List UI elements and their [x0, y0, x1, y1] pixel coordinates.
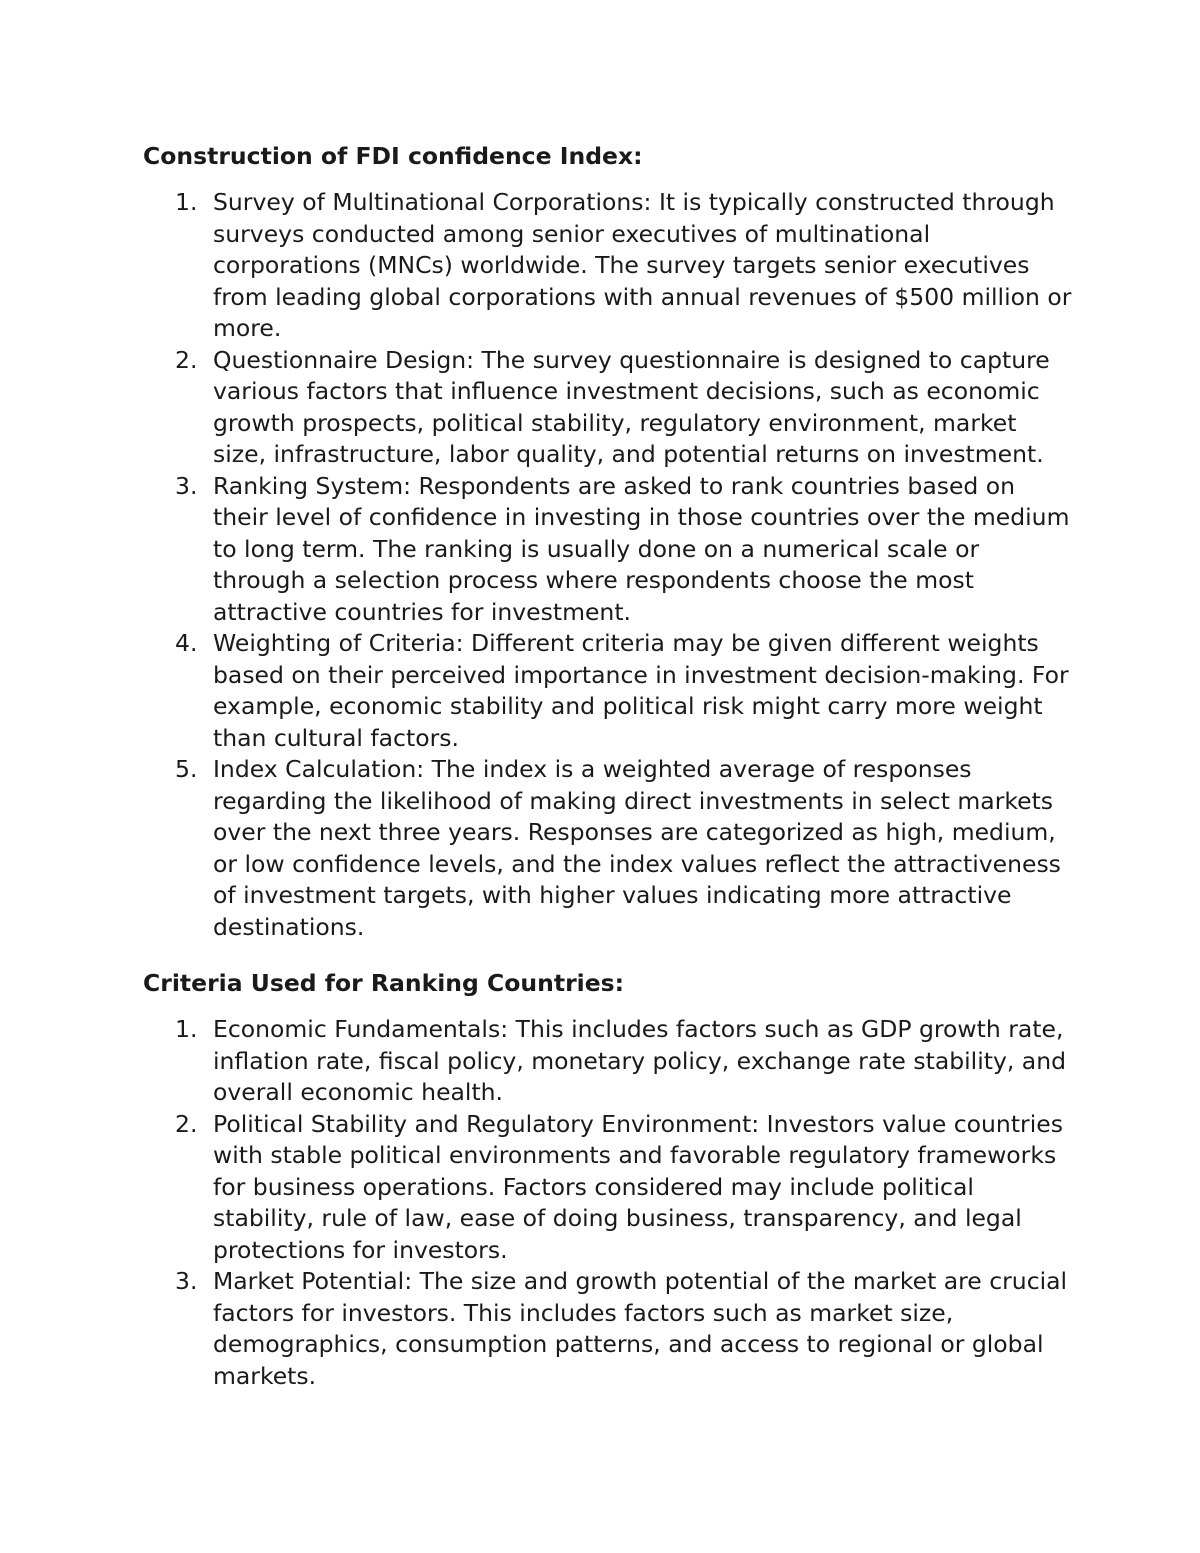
numbered-list [143, 187, 1073, 943]
list-number: 4. [175, 629, 198, 657]
list-text: Market Potential: The size and growth potential of the market are crucial factors for investors. This includes factors such as market size, demographics, consumption patterns, and access to regional or global markets. [213, 1267, 1068, 1390]
numbered-list [143, 1014, 1073, 1392]
list-number: 2. [175, 345, 198, 374]
list-text: Economic Fundamentals: This includes factors such as GDP growth rate, inflation rate, fiscal policy, monetary policy, exchange rate stability, and overall economic health. [213, 1015, 1066, 1106]
list-item [143, 1266, 1073, 1392]
list-item [143, 754, 1073, 943]
list-text: Political Stability and Regulatory Environment: Investors value countries with stable political environments and favorable regulatory frameworks for business operations. Factors considered may include political stability, rule of law, ease of doing business, transparency, and legal protections for investors. [213, 1109, 1063, 1264]
list-item [143, 187, 1073, 345]
list-number: 1. [175, 1015, 198, 1043]
list-text: Ranking System: Respondents are asked to rank countries based on their level of confidence in investing in those countries over the medium to long term. The ranking is usually done on a numerical scale or through a selection process where respondents choose the most attractive countries for investment. [213, 471, 1070, 626]
list-text: Survey of Multinational Corporations: It is typically constructed through surveys conducted among senior executives of multinational corporations (MNCs) worldwide. The survey targets senior executives from leading global corporations with annual revenues of $500 million or more. [213, 188, 1072, 342]
section-heading: Criteria Used for Ranking Countries: [143, 969, 625, 997]
list-item [143, 628, 1073, 754]
section-fdi-construction [143, 139, 1073, 943]
list-item [143, 1109, 1073, 1267]
list-number: 3. [175, 1267, 198, 1295]
list-text: Questionnaire Design: The survey questionnaire is designed to capture various factors that influence investment decisions, such as economic growth prospects, political stability, regulatory environment, market size, infrastructure, labor quality, and potential returns on investment. [213, 345, 1050, 468]
list-text: Index Calculation: The index is a weighted average of responses regarding the likelihood of making direct investments in select markets over the next three years. Responses are categorized as high, medium, or low confidence levels, and the index values reflect the attractiveness of investment targets, with higher values indicating more attractive destinations. [213, 755, 1061, 941]
list-number: 3. [175, 471, 198, 500]
section-heading: Construction of FDI confidence Index: [143, 142, 643, 170]
list-number: 1. [175, 188, 198, 216]
document-body [143, 139, 1073, 1392]
list-item [143, 1014, 1073, 1109]
section-ranking-criteria [143, 966, 1073, 1392]
list-item [143, 471, 1073, 629]
list-number: 5. [175, 755, 198, 783]
list-number: 2. [175, 1109, 198, 1138]
list-item [143, 345, 1073, 471]
list-text: Weighting of Criteria: Different criteria may be given different weights based on their perceived importance in investment decision-making. For example, economic stability and political risk might carry more weight than cultural factors. [213, 629, 1069, 752]
